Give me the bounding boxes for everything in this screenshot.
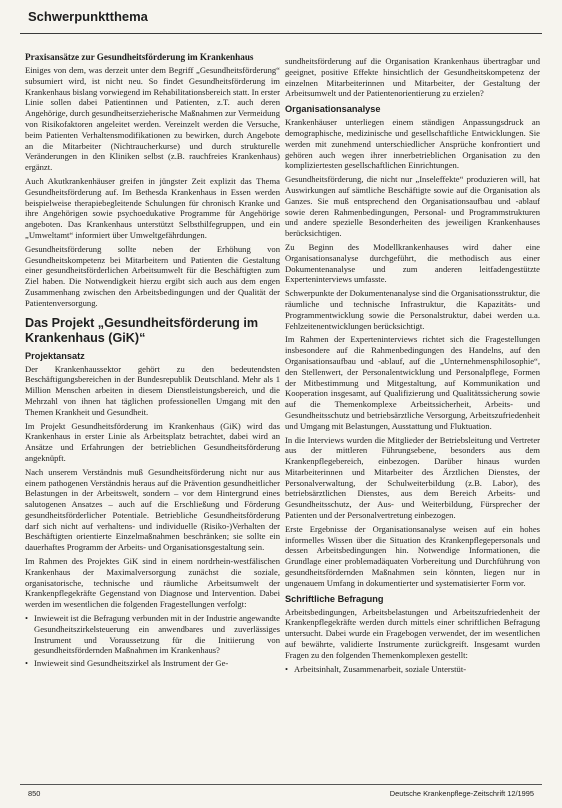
page-footer <box>20 784 542 803</box>
topic-list <box>285 664 540 675</box>
page-number: 850 <box>28 789 41 798</box>
right-column <box>285 56 540 676</box>
analysis-paragraph: Gesundheitsförderung, die nicht nur „Inseleffekte“ produzieren will, hat Auswirkungen auf sämtliche Beschäftigte sowie auf die Organisation als Ganzes. Sie muß entsprechend den Organisationsaufbau und -ablauf sowie deren Rahmenbedingungen, Personal- und Programmstrukturen und andere spezielle Besonderheiten des jeweiligen Krankenhauses berücksichtigen. <box>285 174 540 239</box>
list-item <box>285 664 540 675</box>
analysis-paragraph: Schwerpunkte der Dokumentenanalyse sind die Organisationsstruktur, die räumliche und technische Infrastruktur, die Kapazitäts- und Programmentwicklung sowie die Personalstruktur, dabei werden u.a. Fehlzeitenentwicklungen berücksichtigt. <box>285 288 540 331</box>
page-header <box>20 6 542 34</box>
list-item <box>25 613 280 656</box>
approach-paragraph: Der Krankenhaussektor gehört zu den bedeutendsten Beschäftigungsbereichen in der Bundesrepublik Deutschland. Mehr als 1 Million Menschen arbeiten in diesem Dienstleistungsbereich, und die Mehrzahl von ihnen hat täglichen professionellen Umgang mit den Themen Krankheit und Gesundheit. <box>25 363 280 417</box>
approach-heading: Projektansatz <box>25 350 85 361</box>
intro-paragraph: Gesundheitsförderung sollte neben der Erhöhung von Gesundheitskompetenz bei Mitarbeitern und Patienten die Gestaltung einer gesundheitsförderlichen Arbeitsumwelt für die Beschäftigten zum Ziel haben. Die Notwendigkeit hierzu ergibt sich auch aus dem engen Zusammenhang zwischen den Arbeitsbedingungen und der Qualität der Patientenversorgung. <box>25 243 280 308</box>
intro-heading: Praxisansätze zur Gesundheitsförderung im Krankenhaus <box>25 52 254 62</box>
section-title: Schwerpunktthema <box>28 9 148 24</box>
bullet-icon: • <box>25 658 29 669</box>
analysis-heading: Organisationsanalyse <box>285 104 381 115</box>
survey-heading: Schriftliche Befragung <box>285 593 384 604</box>
journal-citation: Deutsche Krankenpflege-Zeitschrift 12/1995 <box>389 789 534 798</box>
analysis-paragraph: Erste Ergebnisse der Organisationsanalyse weisen auf ein hohes informelles Wissen über die Situation des Krankenpflegepersonals und dessen Arbeitsbedingungen hin. Notwendige Informationen, die Grundlage einer problemadäquaten Vorbereitung und Durchführung von gesundheitsfördernden Maßnahmen sein könnten, liegen nur in ungenauem Umfang in dokumentierter und systematisierter Form vor. <box>285 523 540 588</box>
intro-paragraph: Einiges von dem, was derzeit unter dem Begriff „Gesundheitsförderung“ subsumiert wird, ist nicht neu. So findet Gesundheitsförderung im Krankenhaus bislang vorwiegend im Rehabilitationsbereich statt. In erster Linie sollen dabei Patientinnen und Patienten, z.T. auch deren Angehörige, durch gesundheitserzieherische Maßnahmen zur Vermeidung von Risikofaktoren angeleitet werden. Vereinzelt werden die Versuche, beim Patienten Verhaltensmodifikationen zu bewirken, durch Angebote an die Mitarbeiter (Nichtraucherkurse) und durch strukturelle Veränderungen in den Kliniken selbst (z.B. rauchfreies Krankenhaus) ergänzt. <box>25 65 280 173</box>
analysis-paragraph: Zu Beginn des Modellkrankenhauses wird daher eine Organisationsanalyse durchgeführt, die methodisch aus einer Dokumentenanalyse und zum anderen leitfadengestützte Experteninterviews umfasste. <box>285 241 540 285</box>
approach-paragraph: Im Rahmen des Projektes GiK sind in einem nordrhein-westfälischen Krankenhaus der Maximalversorgung zunächst die soziale, organisatorische, technische und räumliche Arbeitsumwelt der Krankenpflegekräfte Gegenstand von Diagnose und Intervention. Dabei werden im wesentlichen die folgenden Fragestellungen verfolgt: <box>25 556 280 610</box>
analysis-paragraph: Im Rahmen der Experteninterviews richtet sich die Fragestellungen insbesondere auf die Rahmenbedingungen des Handelns, auf den Organisationsaufbau und -ablauf, auf die „Unternehmensphilosophie“, den Stellenwert, der Personalentwicklung und Personalpflege, Formen der Mitbestimmung und Mitgestaltung, auf Kommunikation und Kooperation insgesamt, auf Qualifizierung und Qualitätssicherung sowie auf die Themenkomplexe Arbeitssicherheit, Arbeits- und Gesundheitsschutz und betriebsärztliche Versorgung, Arbeitszufriedenheit und Umgang mit Belastungen, Ausstattung und Fluktuation. <box>285 334 540 431</box>
approach-paragraph: Im Projekt Gesundheitsförderung im Krankenhaus (GiK) wird das Krankenhaus in erster Linie als Arbeitsplatz betrachtet, dabei wird an Ansätze und Erfahrungen der betrieblichen Gesundheitsförderung angeknüpft. <box>25 420 280 463</box>
bullet-icon: • <box>25 613 29 624</box>
analysis-paragraph: In die Interviews wurden die Mitglieder der Betriebsleitung und Vertreter aus der mittleren Führungsebene, besonders aus dem Krankenpflegebereich, einbezogen. Darüber hinaus wurden Mitarbeiterinnen und Mitarbeiter des Ärztlichen Dienstes, der Personalverwaltung, der Schulweiterbildung (z.B. Labor), des betriebsärztlichen Dienstes, aus dem Bereich Arbeits- und Gesundheitsschutz, der Aus- und Weiterbildung, Fürsprecher der Patienten und der Personalvertretung einbezogen. <box>285 434 540 521</box>
continuation-paragraph: sundheitsförderung auf die Organisation Krankenhaus übertragbar und geeignet, positive Effekte hinsichtlich der Gesundheitskompetenz der einzelnen Mitarbeiterinnen und Mitarbeiter, der Gestaltung der Arbeitsumwelt und der Patientenorientierung zu erzielen? <box>285 56 540 99</box>
survey-paragraph: Arbeitsbedingungen, Arbeitsbelastungen und Arbeitszufriedenheit der Krankenpflegekräfte werden durch mittels einer schriftlichen Befragung untersucht. Dabei wurde ein Fragebogen verwendet, der im wesentlichen auf bewährte, validierte Instrumente zurückgreift. Insgesamt wurden Fragen zu den folgenden Themenkomplexen gestellt: <box>285 606 540 660</box>
list-item-text: Inwieweit sind Gesundheitszirkel als Instrument der Ge- <box>34 658 229 669</box>
intro-paragraph: Auch Akutkrankenhäuser greifen in jüngster Zeit explizit das Thema Gesundheitsförderung auf. Im Bethesda Krankenhaus in Essen werden beispielweise therapiebegleitende Schulungen für chronisch Kranke und ihre Angehörigen sowie psychoedukative Programme für Angehörige angeboten. Das Krankenhaus unterstützt Selbsthilfegruppen, und ein „Umweltamt“ informiert über Umweltgefährdungen. <box>25 175 280 240</box>
left-column <box>25 52 280 671</box>
list-item-text: Arbeitsinhalt, Zusammenarbeit, soziale Unterstüt- <box>294 663 467 674</box>
question-list <box>25 613 280 669</box>
list-item-text: Inwieweit ist die Befragung verbunden mit in der Industrie angewandte Gesundheitszirkelsteuerung ein anwendbares und zuverlässiges Instrument und Voraussetzung für die Initiierung von gesundheitsfördernden Maßnahmen im Krankenhaus? <box>34 613 280 656</box>
project-heading: Das Projekt „Gesundheitsförderung im Krankenhaus (GiK)“ <box>25 315 259 345</box>
approach-paragraph: Nach unserem Verständnis muß Gesundheitsförderung nicht nur aus einem pathogenen Verständnis heraus auf die Prävention gesundheitlicher Belastungen in der Arbeitswelt, sondern – vor dem Hintergrund eines salutogenen Ansatzes – auch auf die Erschließung und Förderung gesundheitsförderlicher Potentiale. Betriebliche Gesundheitsförderung darf sich nicht auf verhaltens- und individuelle (Risiko-)Verhalten der Beschäftigten orientierte Einzelmaßnahmen beschränken; sie sollte ein dauerhaftes Programm der Arbeits- und Organisationsgestaltung sein. <box>25 466 280 553</box>
list-item <box>25 658 280 669</box>
analysis-paragraph: Krankenhäuser unterliegen einem ständigen Anpassungsdruck an demographische, medizinische und gesellschaftliche Entwicklungen. Sie werden mit zunehmend unterschiedlicher Ansprüche konfrontiert und gehören auch wegen ihrer innerbetrieblichen Organisation zu den kompliziertesten gesellschaftlichen Einrichtungen. <box>285 117 540 171</box>
bullet-icon: • <box>285 663 289 674</box>
